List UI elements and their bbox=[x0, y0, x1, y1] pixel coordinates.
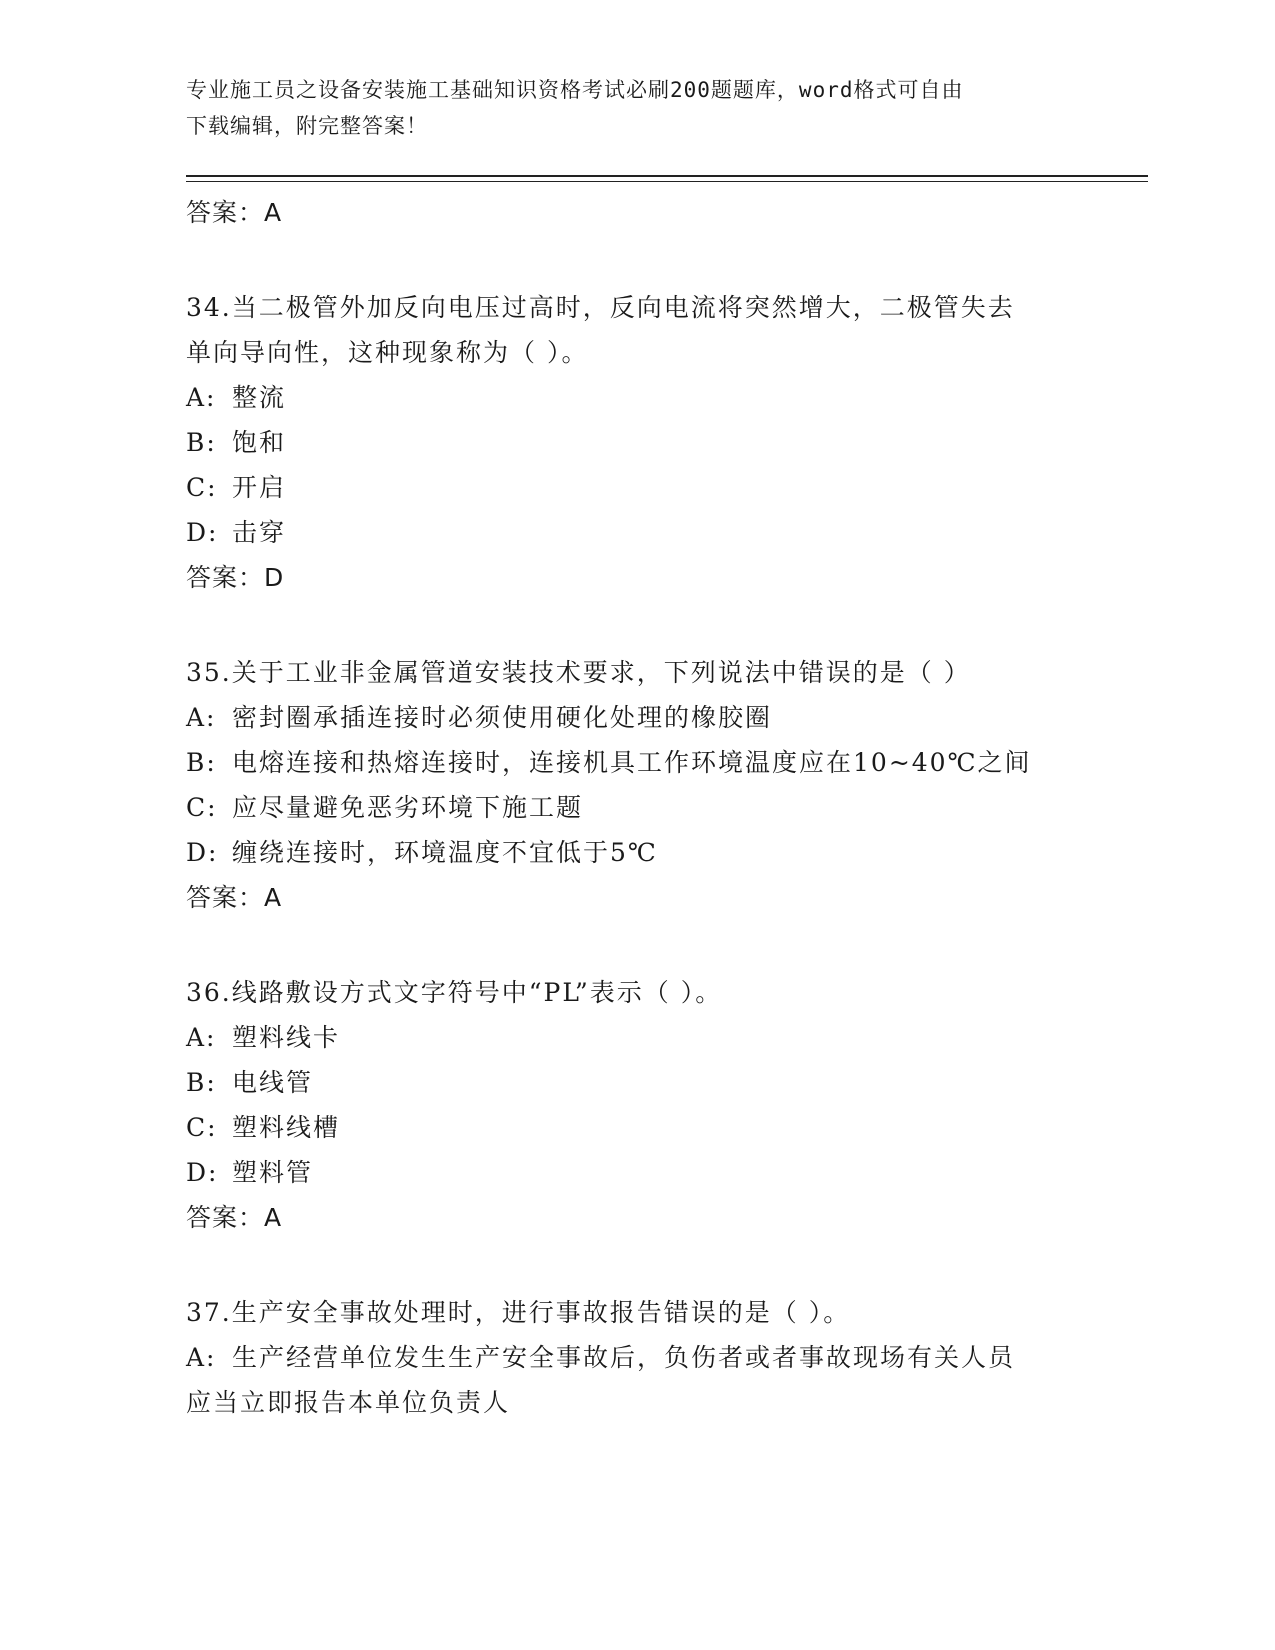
answer-line: 答案：D bbox=[186, 563, 285, 592]
option-text: 饱和 bbox=[232, 428, 287, 457]
option-text: 缠绕连接时，环境温度不宜低于5℃ bbox=[232, 838, 658, 867]
question-text-line: 36.线路敷设方式文字符号中“PL”表示（ ）。 bbox=[186, 978, 723, 1007]
option-letter: B: bbox=[186, 1068, 217, 1097]
document-header bbox=[186, 72, 1066, 144]
option-letter: C: bbox=[186, 793, 218, 822]
previous-answer: 答案：A bbox=[186, 198, 283, 227]
option-text: 电线管 bbox=[232, 1068, 314, 1097]
option-letter: A: bbox=[186, 1023, 217, 1052]
option-d bbox=[186, 830, 1148, 875]
option-text: 电熔连接和热熔连接时，连接机具工作环境温度应在10~40℃之间 bbox=[232, 748, 1032, 777]
option-text: 塑料线槽 bbox=[232, 1113, 341, 1142]
question-text-line: 34.当二极管外加反向电压过高时，反向电流将突然增大，二极管失去 bbox=[186, 293, 1015, 322]
option-text: 应尽量避免恶劣环境下施工题 bbox=[232, 793, 584, 822]
question-text-line: 35.关于工业非金属管道安装技术要求，下列说法中错误的是（ ） bbox=[186, 658, 971, 687]
answer-line: 答案：A bbox=[186, 883, 283, 912]
question-35-text bbox=[186, 650, 1148, 695]
question-36 bbox=[186, 970, 1148, 1240]
option-letter: D: bbox=[186, 1158, 219, 1187]
header-divider-thin bbox=[186, 181, 1148, 182]
option-text: 整流 bbox=[232, 383, 287, 412]
question-text-line: 单向导向性，这种现象称为（ ）。 bbox=[186, 338, 589, 367]
option-c bbox=[186, 1105, 1148, 1150]
option-letter: D: bbox=[186, 838, 219, 867]
option-a bbox=[186, 695, 1148, 740]
option-c bbox=[186, 465, 1148, 510]
option-a bbox=[186, 375, 1148, 420]
option-letter: C: bbox=[186, 473, 218, 502]
option-b bbox=[186, 1060, 1148, 1105]
option-text: 塑料线卡 bbox=[232, 1023, 341, 1052]
option-d bbox=[186, 510, 1148, 555]
option-letter: C: bbox=[186, 1113, 218, 1142]
option-a-continuation bbox=[186, 1380, 1148, 1425]
option-d bbox=[186, 1150, 1148, 1195]
document-body bbox=[186, 190, 1148, 1425]
option-text: 开启 bbox=[232, 473, 287, 502]
option-text: 应当立即报告本单位负责人 bbox=[186, 1388, 511, 1417]
option-text: 塑料管 bbox=[232, 1158, 314, 1187]
header-divider-thick bbox=[186, 175, 1148, 177]
option-text: 密封圈承插连接时必须使用硬化处理的橡胶圈 bbox=[232, 703, 773, 732]
option-b bbox=[186, 740, 1148, 785]
option-a bbox=[186, 1335, 1148, 1380]
question-37 bbox=[186, 1290, 1148, 1425]
question-34-text bbox=[186, 285, 1148, 375]
option-letter: B: bbox=[186, 428, 217, 457]
option-letter: A: bbox=[186, 1343, 217, 1372]
option-letter: D: bbox=[186, 518, 219, 547]
option-text: 生产经营单位发生生产安全事故后，负伤者或者事故现场有关人员 bbox=[232, 1343, 1016, 1372]
question-35 bbox=[186, 650, 1148, 920]
option-c bbox=[186, 785, 1148, 830]
option-letter: A: bbox=[186, 703, 217, 732]
option-b bbox=[186, 420, 1148, 465]
question-text-line: 37.生产安全事故处理时，进行事故报告错误的是（ ）。 bbox=[186, 1298, 851, 1327]
header-line-2: 下载编辑，附完整答案！ bbox=[186, 114, 428, 138]
question-37-text bbox=[186, 1290, 1148, 1335]
question-34 bbox=[186, 285, 1148, 600]
answer-line: 答案：A bbox=[186, 1203, 283, 1232]
option-letter: B: bbox=[186, 748, 217, 777]
option-letter: A: bbox=[186, 383, 217, 412]
question-36-text bbox=[186, 970, 1148, 1015]
option-text: 击穿 bbox=[232, 518, 287, 547]
header-line-1: 专业施工员之设备安装施工基础知识资格考试必刷200题题库，word格式可自由 bbox=[186, 78, 964, 102]
option-a bbox=[186, 1015, 1148, 1060]
